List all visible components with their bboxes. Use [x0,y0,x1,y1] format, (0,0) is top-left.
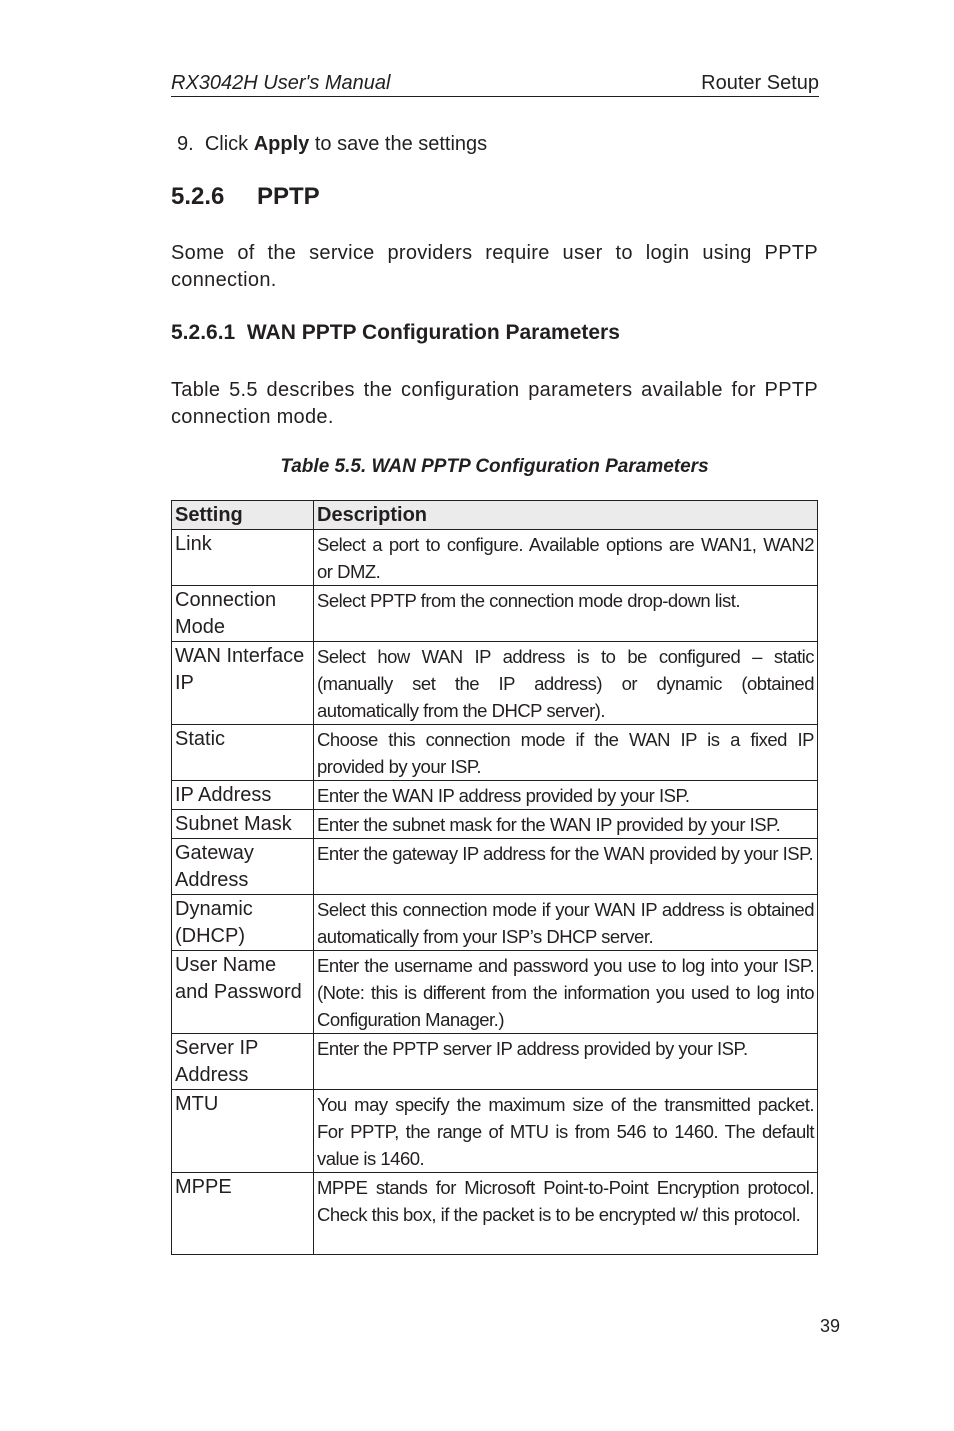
page-header [171,70,819,97]
setting-cell: Server IP Address [172,1034,314,1090]
parameters-table [171,500,818,1255]
description-cell: Enter the WAN IP address provided by your ISP. [314,781,818,810]
chapter-title: Router Setup [701,72,819,94]
table-row [172,810,818,839]
table-row [172,725,818,781]
description-cell: Select a port to configure. Available options are WAN1, WAN2 or DMZ. [314,530,818,586]
description-cell: MPPE stands for Microsoft Point-to-Point Encryption protocol. Check this box, if the packet is to be encrypted w/ this protocol. [314,1173,818,1255]
section-heading [171,183,320,211]
header-description: Description [314,501,818,530]
manual-title: RX3042H User's Manual [171,72,391,94]
setting-cell: Gateway Address [172,839,314,895]
subsection-heading: 5.2.6.1 WAN PPTP Configuration Parameters [171,321,620,344]
description-cell: Enter the subnet mask for the WAN IP provided by your ISP. [314,810,818,839]
description-cell: Select how WAN IP address is to be configured – static (manually set the IP address) or dynamic (obtained automatically from the DHCP server). [314,642,818,725]
table-row [172,895,818,951]
setting-cell: User Name and Password [172,951,314,1034]
setting-cell: MPPE [172,1173,314,1255]
setting-cell: Connection Mode [172,586,314,642]
table-row [172,586,818,642]
table-caption: Table 5.5. WAN PPTP Configuration Parameters [280,456,709,477]
section-number: 5.2.6 [171,183,225,210]
table-intro-paragraph: Table 5.5 describes the configuration parameters available for PPTP connection mode. [171,379,818,428]
description-cell: Enter the gateway IP address for the WAN provided by your ISP. [314,839,818,895]
step-suffix: to save the settings [314,133,488,155]
table-row [172,781,818,810]
description-cell: Select PPTP from the connection mode drop-down list. [314,586,818,642]
setting-cell: Subnet Mask [172,810,314,839]
header-setting: Setting [172,501,314,530]
description-cell: Enter the PPTP server IP address provided by your ISP. [314,1034,818,1090]
setting-cell: Static [172,725,314,781]
table-row [172,951,818,1034]
setting-cell: Link [172,530,314,586]
page-number: 39 [819,1316,840,1336]
step-apply-keyword: Apply [253,133,310,155]
setting-cell: Dynamic (DHCP) [172,895,314,951]
step-number: 9. [177,133,194,155]
setting-cell: WAN Interface IP [172,642,314,725]
step-9 [177,133,487,156]
step-prefix: Click [204,133,249,155]
table-row [172,839,818,895]
setting-cell: MTU [172,1090,314,1173]
table-row [172,530,818,586]
description-cell: Choose this connection mode if the WAN IP is a fixed IP provided by your ISP. [314,725,818,781]
table-header-row [172,501,818,530]
description-cell: You may specify the maximum size of the transmitted packet. For PPTP, the range of MTU is from 546 to 1460. The default value is 1460. [314,1090,818,1173]
table-row [172,1034,818,1090]
intro-paragraph: Some of the service providers require user to login using PPTP connection. [171,242,818,291]
description-cell: Select this connection mode if your WAN IP address is obtained automatically from your ISP’s DHCP server. [314,895,818,951]
description-cell: Enter the username and password you use to log into your ISP. (Note: this is different from the information you used to log into Configuration Manager.) [314,951,818,1034]
table-row [172,642,818,725]
section-title: PPTP [257,183,320,210]
table-row [172,1173,818,1255]
table-row [172,1090,818,1173]
setting-cell: IP Address [172,781,314,810]
